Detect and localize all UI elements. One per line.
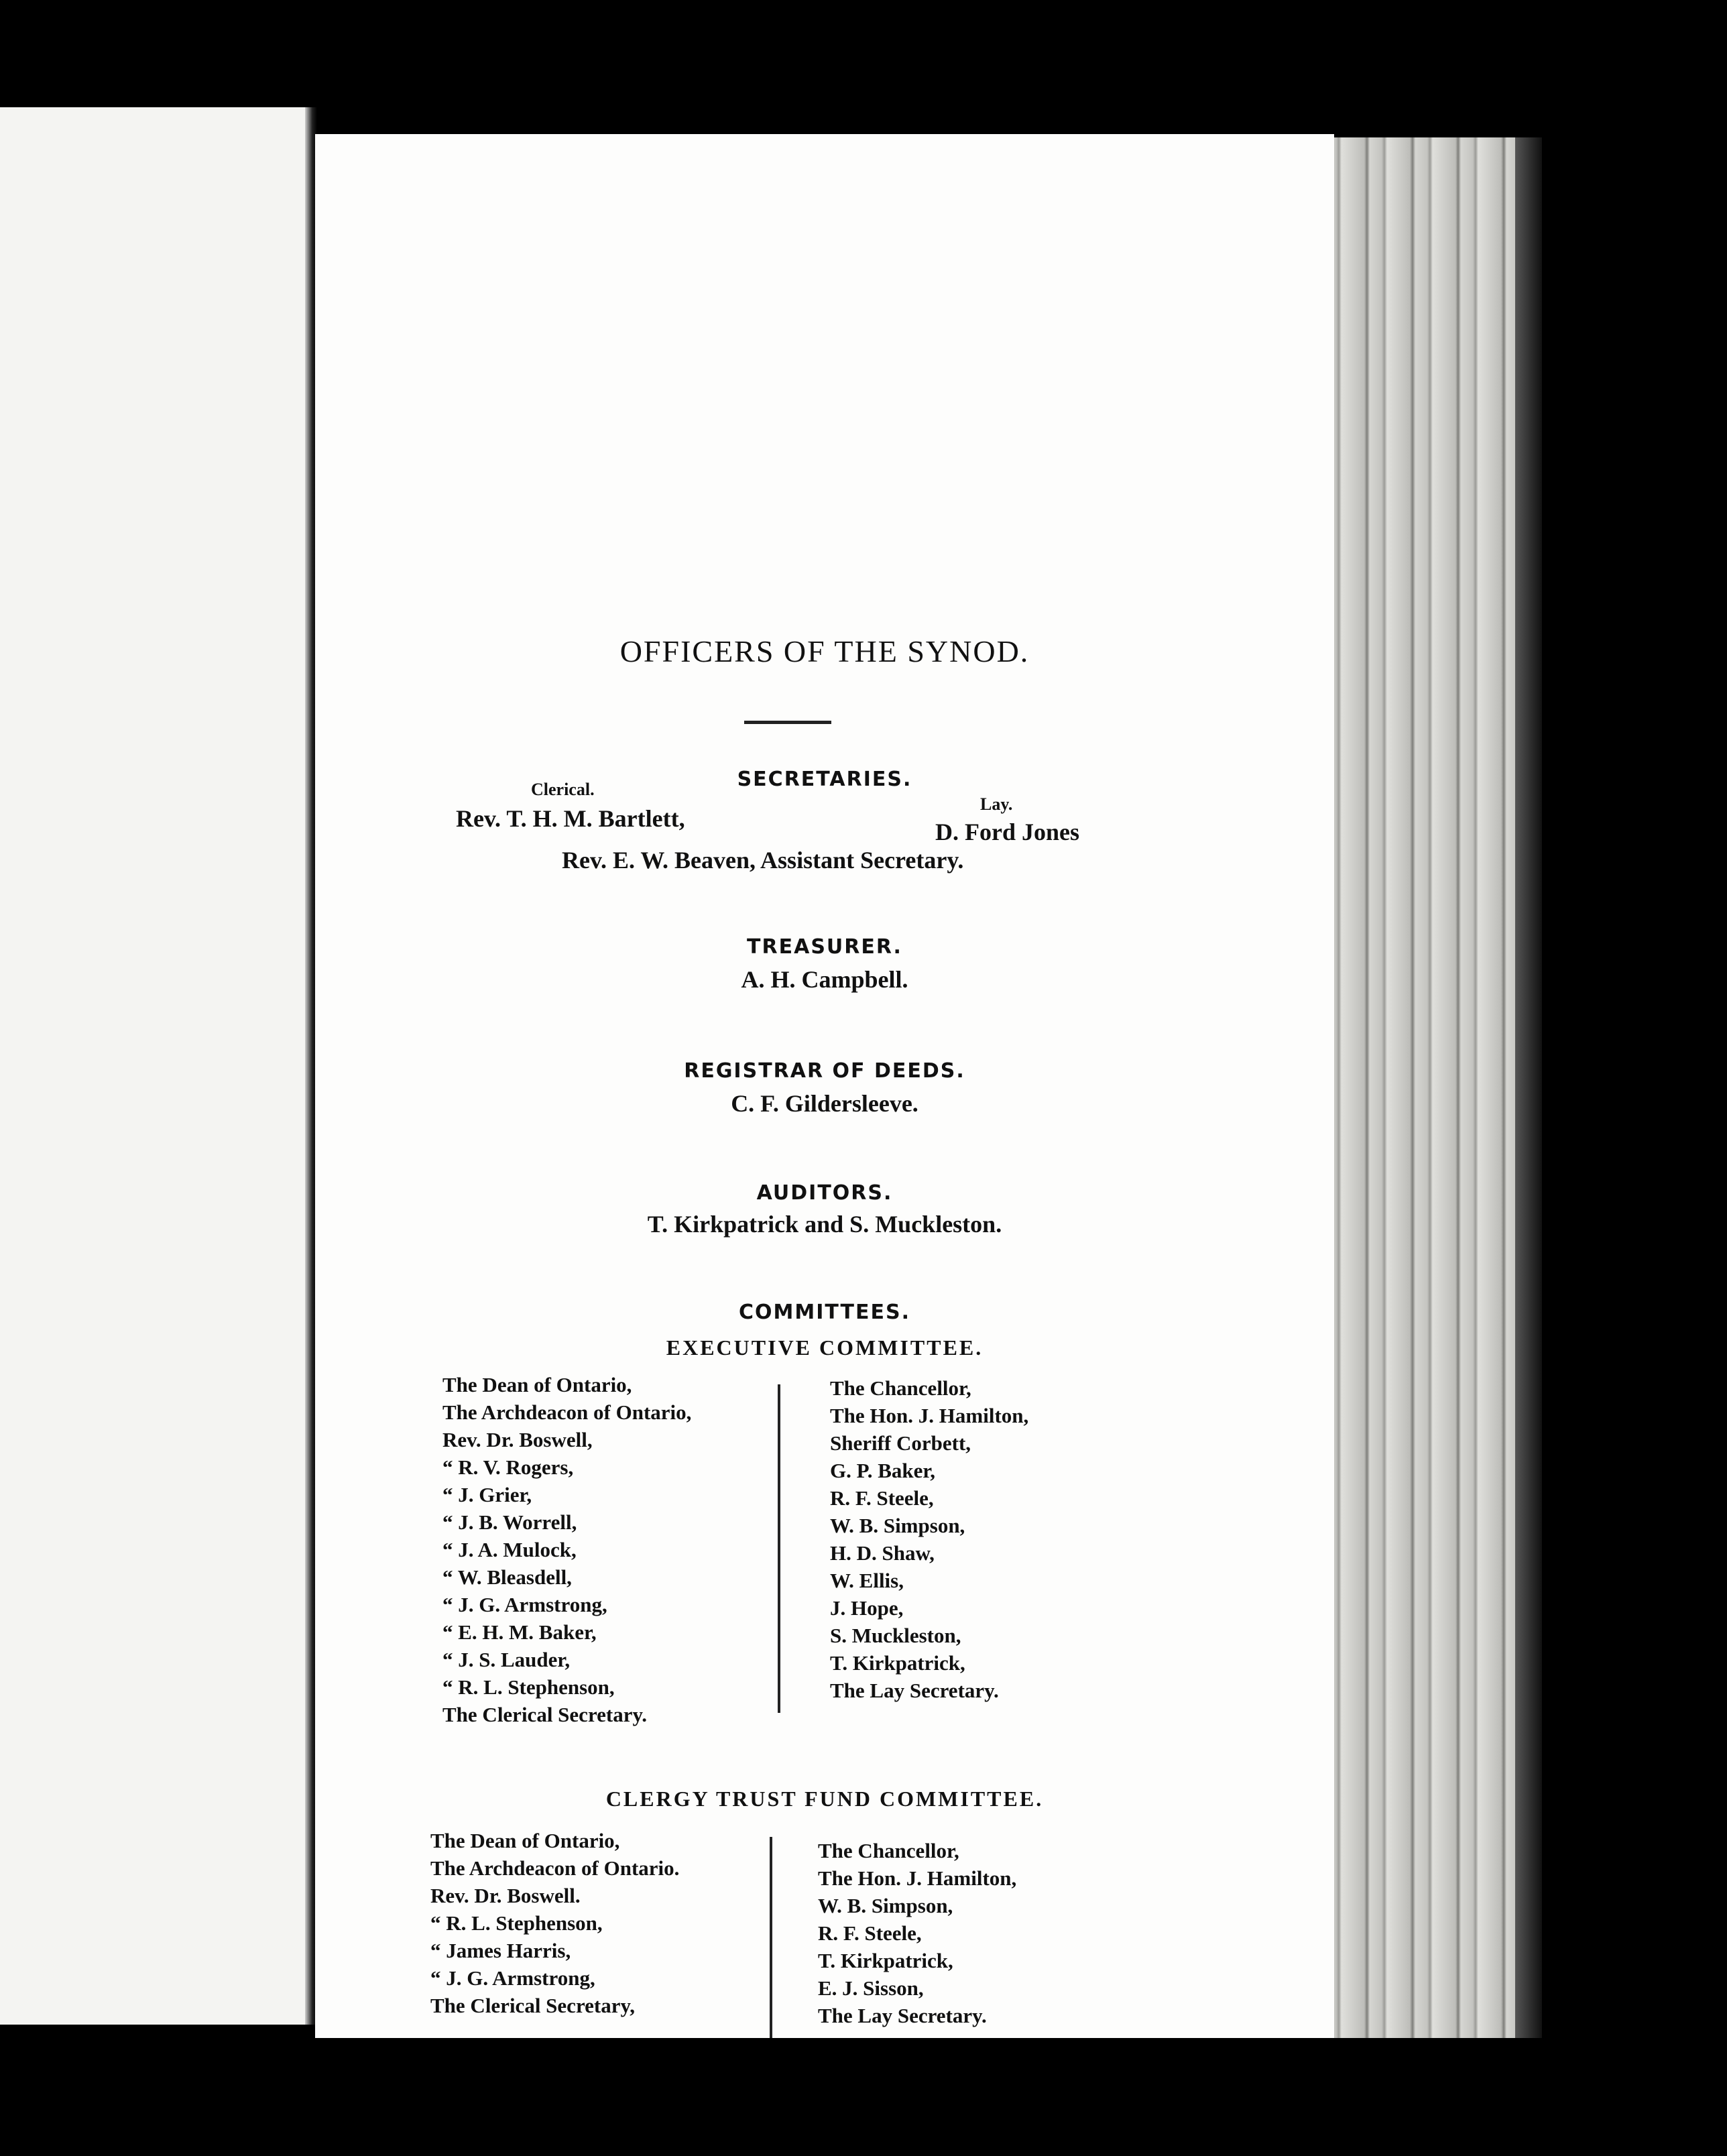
committee-member: The Hon. J. Hamilton, — [818, 1866, 1017, 1890]
registrar-name: C. F. Gildersleeve. — [731, 1090, 918, 1117]
document-page — [315, 134, 1334, 2038]
committee-member: S. Muckleston, — [830, 1624, 961, 1647]
committee-member: “ J. B. Worrell, — [442, 1510, 577, 1534]
committee-member: G. P. Baker, — [830, 1459, 936, 1482]
treasurer-heading: TREASURER. — [747, 935, 902, 959]
committee-member: “ R. L. Stephenson, — [430, 1911, 603, 1935]
clergy-trust-committee-title: CLERGY TRUST FUND COMMITTEE. — [605, 1787, 1044, 1811]
committees-heading: COMMITTEES. — [739, 1301, 910, 1324]
committee-member: T. Kirkpatrick, — [818, 1949, 953, 1972]
registrar-heading: REGISTRAR OF DEEDS. — [684, 1059, 965, 1083]
committee-member: “ J. G. Armstrong, — [430, 1966, 595, 1990]
committee-member: Rev. Dr. Boswell. — [430, 1884, 581, 1907]
auditors-heading: AUDITORS. — [756, 1181, 893, 1205]
committee-member: The Chancellor, — [830, 1376, 971, 1400]
clerical-secretary: Rev. T. H. M. Bartlett, — [456, 805, 685, 832]
committee-member: “ E. H. M. Baker, — [442, 1620, 597, 1644]
column-divider — [778, 1384, 780, 1713]
title-rule — [744, 721, 831, 724]
committee-member: E. J. Sisson, — [818, 1976, 924, 2000]
treasurer-name: A. H. Campbell. — [741, 966, 908, 993]
committee-member: Sheriff Corbett, — [830, 1431, 971, 1455]
previous-page — [0, 107, 308, 2025]
secretaries-heading: SECRETARIES. — [737, 768, 912, 791]
committee-member: “ W. Bleasdell, — [442, 1565, 572, 1589]
committee-member: “ J. Grier, — [442, 1483, 532, 1506]
committee-member: “ J. A. Mulock, — [442, 1538, 577, 1561]
committee-member: The Dean of Ontario, — [442, 1373, 632, 1396]
committee-member: The Lay Secretary. — [830, 1679, 999, 1702]
committee-member: The Dean of Ontario, — [430, 1829, 620, 1852]
committee-member: The Archdeacon of Ontario. — [430, 1856, 680, 1880]
committee-member: Rev. Dr. Boswell, — [442, 1428, 593, 1451]
committee-member: The Lay Secretary. — [818, 2004, 987, 2027]
committee-member: “ J. G. Armstrong, — [442, 1593, 607, 1616]
committee-member: “ James Harris, — [430, 1939, 571, 1962]
committee-member: The Archdeacon of Ontario, — [442, 1400, 692, 1424]
page-title: OFFICERS OF THE SYNOD. — [619, 634, 1030, 668]
committee-member: “ J. S. Lauder, — [442, 1648, 571, 1671]
committee-member: “ R. V. Rogers, — [442, 1455, 574, 1479]
committee-member: “ R. L. Stephenson, — [442, 1675, 615, 1699]
committee-member: W. B. Simpson, — [818, 1894, 953, 1917]
clergy-trust-right-column — [818, 1837, 1016, 2029]
column-divider — [770, 1837, 772, 2038]
committee-member: The Chancellor, — [818, 1839, 959, 1862]
committee-member: T. Kirkpatrick, — [830, 1651, 965, 1675]
executive-committee-title: EXECUTIVE COMMITTEE. — [666, 1335, 984, 1360]
lay-label: Lay. — [980, 794, 1013, 814]
committee-member: The Clerical Secretary. — [442, 1703, 648, 1726]
committee-member: The Clerical Secretary, — [430, 1994, 636, 2017]
committee-member: R. F. Steele, — [818, 1921, 922, 1945]
committee-member: The Hon. J. Hamilton, — [830, 1404, 1029, 1427]
committee-member: H. D. Shaw, — [830, 1541, 935, 1565]
committee-member: W. B. Simpson, — [830, 1514, 965, 1537]
clerical-label: Clerical. — [531, 780, 595, 799]
lay-secretary: D. Ford Jones — [935, 819, 1079, 845]
auditors-names: T. Kirkpatrick and S. Muckleston. — [647, 1211, 1002, 1238]
executive-left-column — [442, 1371, 691, 1728]
executive-right-column — [830, 1374, 1028, 1704]
committee-member: J. Hope, — [830, 1596, 904, 1620]
committee-member: W. Ellis, — [830, 1569, 904, 1592]
assistant-secretary: Rev. E. W. Beaven, Assistant Secretary. — [562, 847, 964, 874]
clergy-trust-left-column — [430, 1827, 679, 2019]
page-edges — [1324, 137, 1542, 2038]
committee-member: R. F. Steele, — [830, 1486, 934, 1510]
